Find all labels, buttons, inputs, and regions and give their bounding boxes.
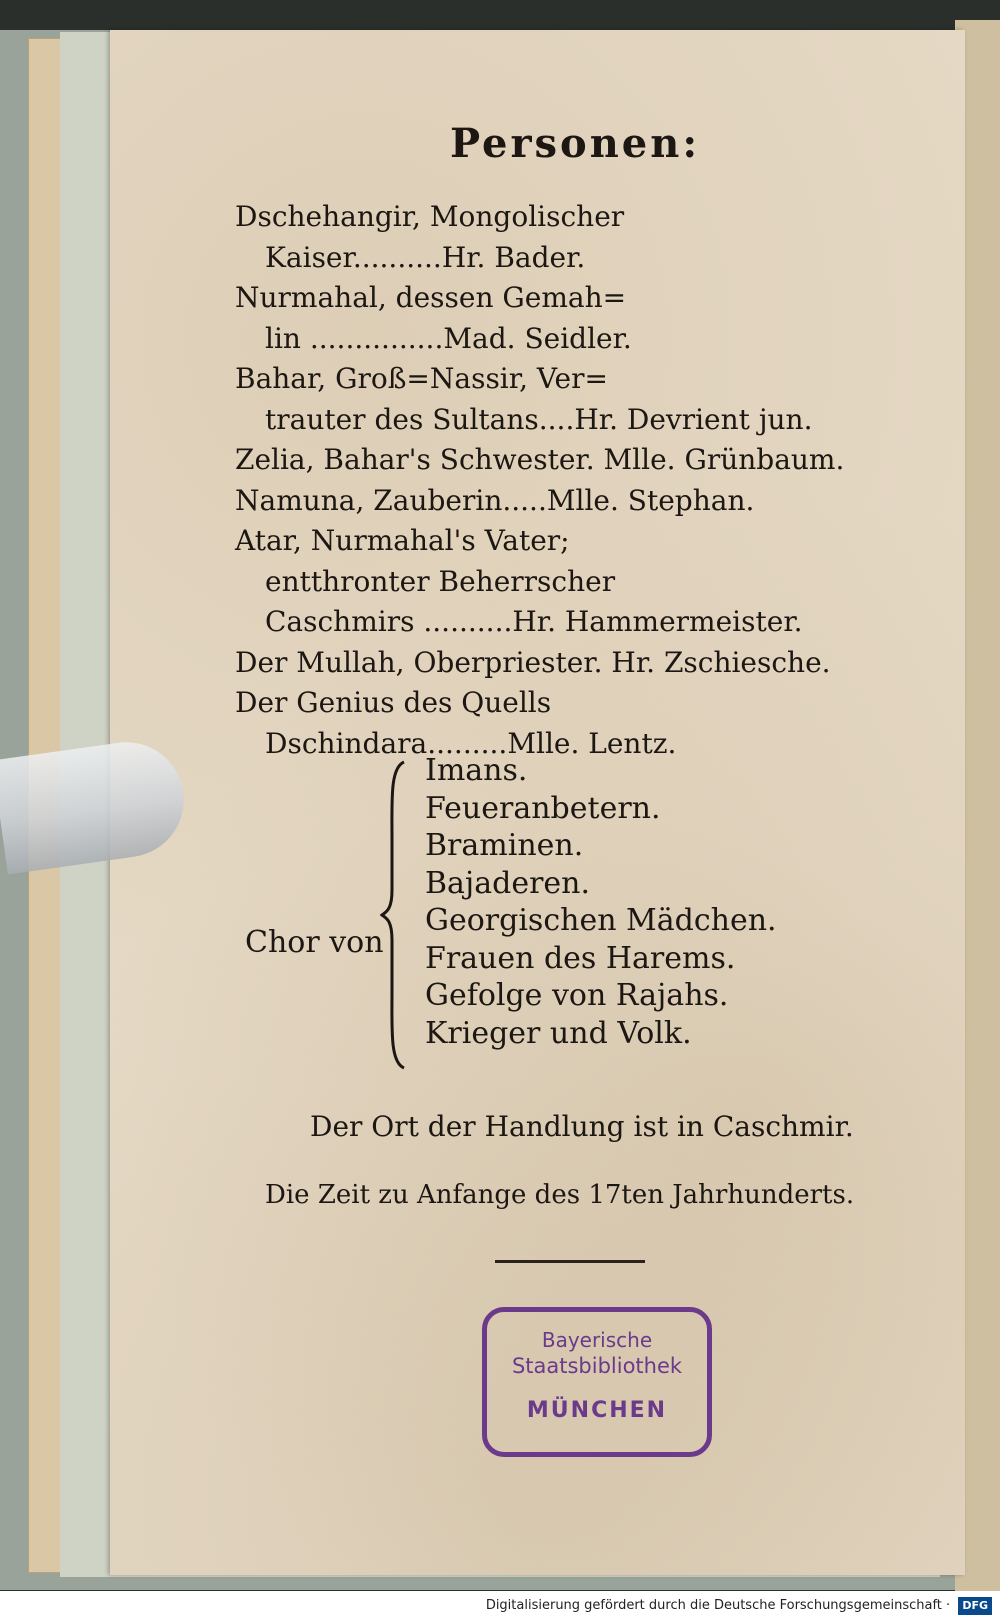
- cast-line-text: Dschindara.........Mlle. Lentz.: [265, 726, 677, 760]
- chorus-item: Frauen des Harems.: [425, 940, 736, 976]
- cast-line-text: trauter des Sultans....Hr. Devrient jun.: [265, 402, 813, 436]
- chorus-item: Gefolge von Rajahs.: [425, 978, 729, 1013]
- library-stamp: [482, 1307, 712, 1457]
- setting-time: Die Zeit zu Anfange des 17ten Jahrhunderts.: [265, 1180, 855, 1210]
- cast-line: [235, 484, 754, 517]
- stamp-line-1: Bayerische: [541, 1328, 653, 1352]
- dfg-logo-icon: DFG: [958, 1597, 992, 1615]
- divider-rule: [495, 1260, 645, 1263]
- chorus-item: Krieger und Volk.: [425, 1015, 692, 1051]
- brace-icon: [380, 760, 408, 1070]
- cast-line: [265, 605, 803, 638]
- cast-line: [265, 322, 632, 355]
- chorus-item: Braminen.: [425, 828, 584, 863]
- footer-separator: ·: [941, 1598, 955, 1613]
- cast-line-text: Bahar, Groß=Nassir, Ver=: [235, 362, 608, 395]
- chorus-item: Georgischen Mädchen.: [425, 903, 777, 938]
- cast-line-text: entthronter Beherrscher: [265, 564, 616, 598]
- stamp-line-2: Staatsbibliothek: [511, 1354, 683, 1378]
- cast-line-text: Der Mullah, Oberpriester. Hr. Zschiesche.: [235, 645, 831, 679]
- cast-line-text: lin ...............Mad. Seidler.: [265, 321, 632, 355]
- cast-line: [265, 403, 812, 436]
- footer-text: Digitalisierung gefördert durch die Deutsche Forschungsgemeinschaft: [485, 1598, 942, 1613]
- chorus-label: Chor von: [245, 925, 384, 960]
- chorus-item: Feueranbetern.: [425, 790, 661, 826]
- footer-bar: [0, 1591, 1000, 1621]
- cast-line: [235, 443, 844, 476]
- cast-line-text: Caschmirs ..........Hr. Hammermeister.: [265, 605, 803, 638]
- cast-line-text: Kaiser..........Hr. Bader.: [265, 240, 586, 274]
- cast-line-text: Atar, Nurmahal's Vater;: [235, 524, 570, 557]
- cast-line: [235, 646, 831, 679]
- cast-line: [235, 281, 626, 314]
- cast-line: [235, 362, 608, 395]
- cast-line-text: Namuna, Zauberin.....Mlle. Stephan.: [235, 483, 755, 517]
- cast-line: [265, 241, 585, 274]
- cast-line-text: Nurmahal, dessen Gemah=: [235, 281, 627, 314]
- cast-line-text: Zelia, Bahar's Schwester. Mlle. Grünbaum.: [235, 443, 845, 476]
- chorus-item: Imans.: [425, 753, 528, 788]
- cast-line: [235, 524, 570, 557]
- cast-line-text: Der Genius des Quells: [235, 686, 552, 719]
- cast-line: [265, 565, 615, 598]
- cast-line-text: Dschehangir, Mongolischer: [235, 200, 625, 233]
- stamp-line-3: MÜNCHEN: [526, 1398, 668, 1423]
- chorus-list: [425, 752, 777, 1052]
- chorus-item: Bajaderen.: [425, 865, 591, 901]
- setting-place: Der Ort der Handlung ist in Caschmir.: [310, 1110, 854, 1143]
- page-title: Personen:: [450, 120, 701, 167]
- cast-line: [235, 200, 624, 233]
- cast-line: [235, 686, 551, 719]
